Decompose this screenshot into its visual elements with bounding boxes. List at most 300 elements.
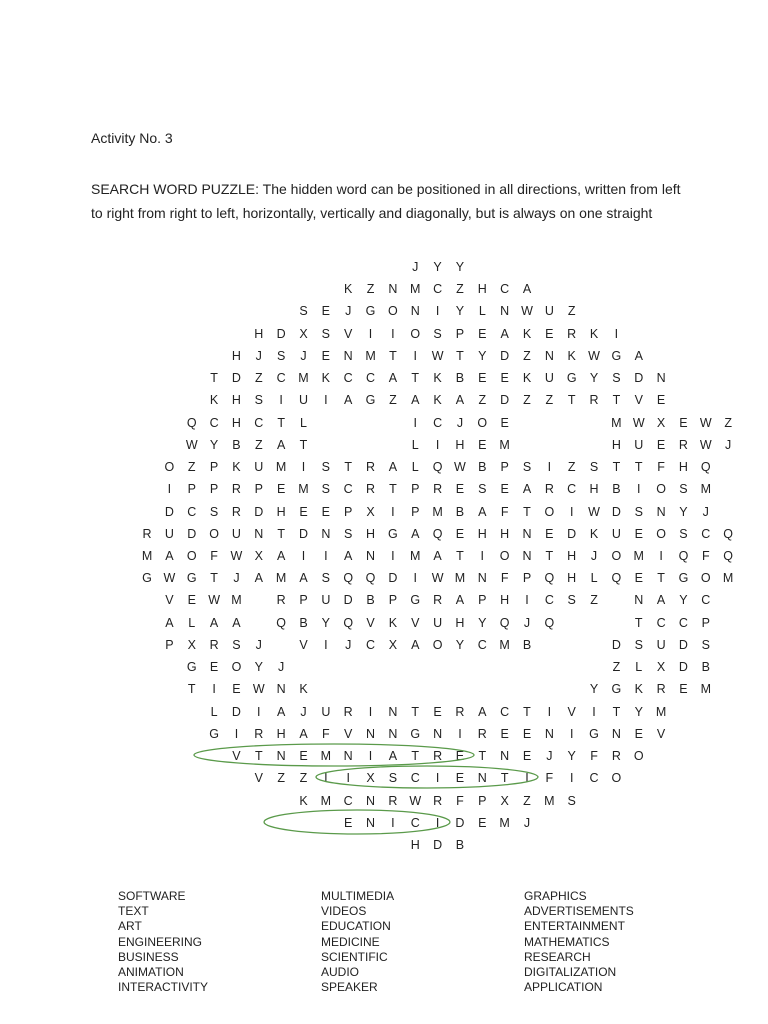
- grid-letter: I: [547, 704, 552, 719]
- grid-letter: B: [299, 615, 308, 630]
- grid-letter: O: [231, 660, 242, 675]
- grid-letter: S: [612, 371, 621, 386]
- grid-letter: I: [234, 726, 239, 741]
- grid-letter: B: [701, 660, 710, 675]
- grid-letter: D: [231, 371, 241, 386]
- grid-letter: M: [655, 704, 667, 719]
- grid-letter: I: [413, 348, 417, 363]
- grid-letter: C: [500, 704, 510, 719]
- grid-letter: F: [456, 793, 464, 808]
- grid-letter: G: [566, 371, 577, 386]
- grid-letter: W: [431, 571, 444, 586]
- grid-letter: Y: [321, 615, 331, 630]
- grid-letter: A: [344, 393, 353, 408]
- grid-letter: T: [612, 393, 621, 408]
- grid-letter: B: [455, 371, 465, 386]
- grid-letter: J: [523, 815, 531, 830]
- grid-letter: Y: [589, 371, 599, 386]
- grid-letter: E: [455, 771, 465, 786]
- grid-letter: A: [522, 282, 532, 297]
- grid-letter: T: [634, 615, 643, 630]
- grid-letter: G: [186, 571, 197, 586]
- grid-letter: E: [656, 393, 666, 408]
- grid-letter: K: [209, 393, 219, 408]
- grid-letter: R: [366, 482, 376, 497]
- grid-letter: V: [165, 593, 174, 608]
- grid-letter: W: [409, 793, 422, 808]
- grid-letter: H: [366, 526, 376, 541]
- grid-letter: W: [454, 460, 466, 475]
- grid-letter: F: [210, 548, 218, 563]
- word-list-item: RESEARCH: [524, 949, 591, 964]
- grid-letter: Q: [723, 548, 733, 563]
- grid-letter: I: [324, 637, 328, 652]
- grid-letter: U: [321, 593, 331, 608]
- grid-letter: C: [209, 415, 219, 430]
- grid-letter: I: [167, 482, 172, 497]
- grid-letter: R: [231, 482, 241, 497]
- grid-letter: I: [547, 460, 552, 475]
- grid-letter: X: [254, 548, 263, 563]
- grid-letter: E: [276, 482, 286, 497]
- word-list-item: SOFTWARE: [118, 889, 186, 903]
- grid-letter: O: [700, 571, 711, 586]
- grid-letter: N: [276, 682, 286, 697]
- grid-letter: T: [210, 571, 218, 586]
- grid-letter: Z: [523, 348, 531, 363]
- grid-letter: G: [410, 726, 421, 741]
- word-list-item: ADVERTISEMENTS: [524, 904, 634, 919]
- grid-letter: G: [142, 571, 152, 586]
- grid-letter: A: [478, 704, 487, 719]
- grid-letter: N: [477, 571, 487, 586]
- grid-letter: H: [567, 571, 577, 586]
- grid-letter: Q: [678, 548, 689, 563]
- word-list-item: SPEAKER: [321, 980, 378, 995]
- grid-letter: H: [678, 460, 688, 475]
- grid-letter: V: [634, 393, 643, 408]
- grid-letter: J: [345, 637, 352, 652]
- grid-letter: Q: [611, 571, 622, 586]
- grid-letter: W: [163, 571, 176, 586]
- grid-letter: C: [366, 371, 376, 386]
- grid-letter: A: [522, 482, 532, 497]
- grid-letter: H: [231, 415, 241, 430]
- found-word-circle-medicine: [264, 810, 450, 834]
- word-list-item: MEDICINE: [321, 934, 380, 949]
- grid-letter: I: [368, 704, 373, 719]
- grid-letter: F: [590, 749, 598, 764]
- grid-letter: F: [500, 504, 509, 519]
- grid-letter: D: [455, 815, 465, 830]
- grid-letter: E: [478, 326, 487, 341]
- grid-letter: T: [277, 415, 285, 430]
- grid-letter: E: [433, 704, 442, 719]
- grid-letter: X: [366, 504, 375, 519]
- grid-letter: E: [321, 304, 331, 319]
- grid-letter: Z: [366, 282, 375, 297]
- grid-letter: R: [567, 326, 577, 341]
- grid-letter: J: [300, 704, 307, 719]
- grid-letter: S: [388, 771, 398, 786]
- grid-letter: Y: [209, 437, 219, 452]
- grid-letter: I: [659, 548, 663, 563]
- grid-letter: S: [567, 793, 576, 808]
- grid-letter: A: [388, 749, 398, 764]
- grid-letter: S: [679, 526, 688, 541]
- grid-letter: P: [522, 571, 532, 586]
- grid-letter: L: [300, 415, 307, 430]
- grid-letter: E: [679, 682, 688, 697]
- grid-letter: Y: [433, 260, 442, 274]
- grid-letter: R: [544, 482, 554, 497]
- word-list-item: ART: [118, 919, 142, 934]
- grid-letter: T: [344, 460, 352, 475]
- grid-letter: T: [612, 704, 621, 719]
- grid-letter: Y: [478, 348, 487, 363]
- grid-letter: P: [411, 504, 420, 519]
- grid-letter: C: [567, 482, 577, 497]
- grid-letter: Q: [499, 615, 510, 630]
- grid-letter: E: [545, 526, 554, 541]
- grid-letter: C: [410, 815, 420, 830]
- grid-letter: B: [366, 593, 375, 608]
- grid-letter: I: [592, 704, 596, 719]
- grid-letter: J: [546, 749, 553, 764]
- grid-letter: W: [185, 437, 198, 452]
- grid-letter: M: [275, 460, 287, 475]
- grid-letter: E: [679, 415, 688, 430]
- grid-letter: Z: [254, 437, 263, 452]
- grid-letter: W: [252, 682, 265, 697]
- grid-letter: D: [500, 393, 510, 408]
- grid-letter: I: [525, 593, 529, 608]
- word-list-column-1: [118, 889, 208, 995]
- grid-letter: P: [388, 593, 398, 608]
- grid-letter: H: [276, 726, 286, 741]
- grid-letter: S: [254, 393, 263, 408]
- grid-letter: U: [321, 704, 331, 719]
- grid-letter: A: [165, 615, 174, 630]
- grid-letter: N: [477, 771, 487, 786]
- grid-letter: D: [678, 660, 688, 675]
- grid-letter: I: [368, 749, 373, 764]
- grid-letter: R: [231, 504, 241, 519]
- grid-letter: E: [478, 437, 487, 452]
- grid-letter: I: [435, 437, 440, 452]
- grid-letter: Y: [455, 637, 465, 652]
- grid-letter: Q: [186, 415, 197, 430]
- grid-letter: V: [232, 749, 241, 764]
- grid-letter: U: [544, 371, 554, 386]
- grid-letter: L: [411, 437, 419, 452]
- grid-letter: A: [455, 393, 465, 408]
- word-list-item: TEXT: [118, 904, 149, 919]
- grid-letter: Q: [276, 615, 286, 630]
- grid-letter: T: [389, 348, 397, 363]
- activity-title: Activity No. 3: [91, 130, 173, 146]
- grid-letter: C: [187, 504, 197, 519]
- grid-letter: T: [456, 548, 464, 563]
- grid-letter: O: [611, 771, 622, 786]
- grid-letter: A: [634, 348, 643, 363]
- grid-letter: D: [433, 837, 443, 852]
- grid-letter: R: [455, 704, 465, 719]
- grid-letter: S: [344, 526, 353, 541]
- grid-letter: C: [500, 282, 510, 297]
- grid-letter: L: [210, 704, 218, 719]
- grid-letter: Z: [277, 771, 285, 786]
- grid-letter: S: [567, 593, 576, 608]
- grid-letter: S: [321, 482, 331, 497]
- grid-letter: Y: [634, 704, 643, 719]
- grid-letter: A: [344, 548, 353, 563]
- grid-letter: Z: [389, 393, 397, 408]
- grid-letter: B: [232, 437, 241, 452]
- grid-letter: E: [634, 726, 643, 741]
- grid-letter: A: [411, 637, 420, 652]
- grid-letter: D: [187, 526, 197, 541]
- grid-letter: K: [232, 460, 241, 475]
- grid-letter: P: [209, 482, 219, 497]
- grid-letter: Z: [545, 393, 554, 408]
- grid-letter: P: [478, 793, 487, 808]
- grid-letter: X: [299, 326, 308, 341]
- grid-letter: C: [544, 593, 554, 608]
- grid-letter: G: [611, 348, 622, 363]
- grid-letter: W: [632, 415, 645, 430]
- grid-letter: L: [590, 571, 598, 586]
- grid-letter: H: [589, 482, 599, 497]
- grid-letter: Y: [679, 593, 688, 608]
- grid-letter: D: [276, 326, 286, 341]
- grid-letter: D: [388, 571, 398, 586]
- word-list-item: MATHEMATICS: [524, 934, 610, 949]
- grid-letter: D: [298, 526, 309, 541]
- grid-letter: S: [634, 504, 643, 519]
- grid-letter: W: [230, 548, 243, 563]
- grid-letter: U: [634, 437, 644, 452]
- grid-letter: E: [478, 815, 487, 830]
- found-word-circle-entertainment: [194, 744, 474, 766]
- grid-letter: K: [299, 793, 308, 808]
- grid-letter: I: [257, 704, 261, 719]
- grid-letter: U: [164, 526, 174, 541]
- grid-letter: I: [391, 326, 395, 341]
- grid-letter: T: [567, 393, 576, 408]
- grid-letter: F: [500, 571, 509, 586]
- grid-letter: N: [500, 304, 510, 319]
- grid-letter: I: [458, 726, 462, 741]
- grid-letter: W: [431, 348, 444, 363]
- grid-letter: L: [478, 304, 486, 319]
- grid-letter: A: [299, 571, 308, 586]
- grid-letter: D: [634, 371, 644, 386]
- grid-letter: P: [254, 482, 263, 497]
- grid-letter: A: [254, 571, 263, 586]
- grid-letter: R: [589, 393, 599, 408]
- grid-letter: P: [455, 326, 465, 341]
- grid-letter: Q: [544, 615, 555, 630]
- grid-letter: T: [612, 460, 621, 475]
- grid-letter: I: [435, 771, 440, 786]
- grid-letter: X: [366, 771, 375, 786]
- grid-letter: A: [433, 548, 442, 563]
- grid-letter: C: [433, 282, 443, 297]
- grid-letter: S: [209, 504, 219, 519]
- grid-letter: N: [634, 593, 644, 608]
- grid-letter: H: [231, 348, 241, 363]
- grid-letter: E: [545, 326, 554, 341]
- grid-letter: C: [343, 371, 353, 386]
- grid-letter: M: [700, 482, 711, 497]
- word-list-item: MULTIMEDIA: [321, 889, 395, 903]
- grid-letter: V: [411, 615, 420, 630]
- grid-letter: H: [455, 437, 465, 452]
- grid-letter: N: [500, 749, 510, 764]
- word-list-item: ENGINEERING: [118, 934, 203, 949]
- grid-letter: I: [368, 326, 373, 341]
- grid-letter: U: [231, 526, 241, 541]
- grid-letter: J: [702, 504, 709, 519]
- grid-letter: A: [276, 437, 286, 452]
- grid-letter: Y: [455, 260, 465, 274]
- grid-letter: X: [656, 660, 666, 675]
- grid-letter: H: [455, 615, 465, 630]
- grid-letter: S: [232, 637, 241, 652]
- grid-letter: M: [633, 548, 644, 563]
- grid-letter: Q: [365, 571, 376, 586]
- grid-letter: P: [411, 482, 420, 497]
- grid-letter: K: [567, 348, 576, 363]
- grid-letter: T: [299, 437, 308, 452]
- grid-letter: O: [388, 304, 398, 319]
- grid-letter: X: [656, 415, 666, 430]
- grid-letter: N: [388, 726, 398, 741]
- grid-letter: D: [231, 704, 241, 719]
- grid-letter: A: [500, 326, 509, 341]
- grid-letter: K: [589, 526, 599, 541]
- grid-letter: G: [589, 726, 599, 741]
- grid-letter: E: [299, 749, 308, 764]
- grid-letter: A: [388, 371, 398, 386]
- grid-letter: J: [412, 260, 419, 274]
- grid-letter: H: [477, 526, 487, 541]
- grid-letter: W: [588, 348, 600, 363]
- grid-letter: E: [478, 371, 487, 386]
- grid-letter: J: [456, 415, 464, 430]
- grid-letter: N: [343, 348, 353, 363]
- grid-letter: I: [413, 571, 417, 586]
- grid-letter: Q: [544, 571, 555, 586]
- grid-letter: I: [637, 482, 641, 497]
- grid-letter: H: [500, 593, 510, 608]
- grid-letter: D: [611, 637, 621, 652]
- grid-letter: D: [567, 526, 577, 541]
- grid-letter: P: [344, 504, 353, 519]
- grid-letter: D: [343, 593, 353, 608]
- grid-letter: W: [699, 415, 712, 430]
- grid-letter: S: [321, 571, 331, 586]
- grid-letter: Q: [343, 615, 354, 630]
- grid-letter: N: [254, 526, 264, 541]
- grid-letter: N: [656, 371, 666, 386]
- grid-letter: E: [656, 437, 666, 452]
- grid-letter: B: [455, 837, 465, 852]
- grid-letter: U: [433, 615, 443, 630]
- word-list-item: ANIMATION: [118, 965, 184, 980]
- grid-letter: T: [456, 348, 464, 363]
- grid-letter: B: [478, 460, 487, 475]
- grid-letter: C: [701, 526, 711, 541]
- grid-letter: K: [589, 326, 599, 341]
- grid-letter: T: [277, 526, 285, 541]
- grid-letter: I: [212, 682, 216, 697]
- grid-letter: C: [343, 482, 353, 497]
- grid-letter: C: [589, 771, 599, 786]
- grid-letter: Z: [254, 371, 263, 386]
- grid-letter: M: [141, 548, 153, 563]
- grid-letter: E: [500, 482, 509, 497]
- grid-letter: M: [499, 637, 510, 652]
- grid-letter: A: [411, 526, 420, 541]
- grid-letter: H: [231, 393, 241, 408]
- grid-letter: A: [411, 393, 420, 408]
- grid-letter: T: [500, 771, 509, 786]
- grid-letter: W: [521, 304, 533, 319]
- grid-letter: W: [699, 437, 712, 452]
- grid-letter: O: [633, 749, 644, 764]
- grid-letter: W: [208, 593, 220, 608]
- grid-letter: D: [164, 504, 174, 519]
- grid-letter: Z: [612, 660, 621, 675]
- grid-letter: R: [433, 749, 443, 764]
- grid-letter: T: [210, 371, 218, 386]
- grid-letter: H: [254, 326, 264, 341]
- grid-letter: K: [299, 682, 308, 697]
- grid-letter: N: [522, 548, 532, 563]
- grid-letter: R: [656, 682, 666, 697]
- instructions-line-2: to right from right to left, horizontally, vertically and diagonally, but is always on one straight: [91, 205, 653, 221]
- grid-letter: Z: [456, 282, 464, 297]
- word-list-column-3: [524, 889, 634, 995]
- grid-letter: N: [410, 304, 420, 319]
- instructions: [91, 177, 751, 225]
- grid-letter: K: [433, 393, 442, 408]
- grid-letter: J: [300, 348, 307, 363]
- grid-letter: S: [433, 326, 442, 341]
- grid-letter: Z: [523, 793, 531, 808]
- grid-letter: T: [657, 571, 665, 586]
- grid-letter: V: [366, 615, 375, 630]
- grid-letter: A: [299, 726, 308, 741]
- grid-letter: Y: [455, 304, 465, 319]
- grid-letter: M: [298, 482, 309, 497]
- grid-letter: I: [569, 504, 574, 519]
- grid-letter: I: [324, 771, 328, 786]
- grid-letter: I: [614, 326, 619, 341]
- grid-letter: T: [411, 749, 420, 764]
- grid-letter: M: [410, 548, 421, 563]
- grid-letter: K: [344, 282, 353, 297]
- grid-letter: X: [500, 793, 509, 808]
- grid-letter: I: [391, 815, 395, 830]
- grid-letter: Q: [343, 571, 354, 586]
- grid-letter: R: [388, 793, 398, 808]
- grid-letter: Q: [723, 526, 733, 541]
- grid-letter: D: [678, 637, 688, 652]
- grid-letter: N: [433, 726, 443, 741]
